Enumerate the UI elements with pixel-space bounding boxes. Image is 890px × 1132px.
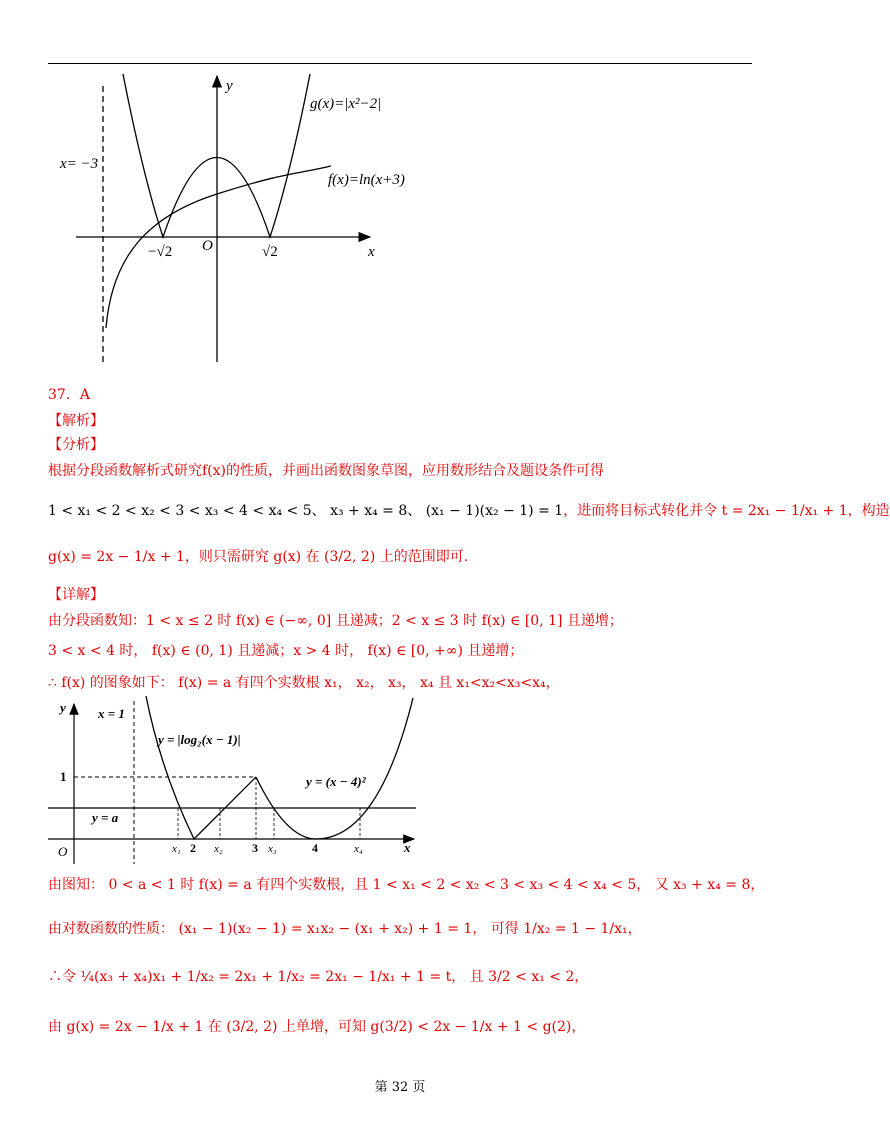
detail-line-1: 由分段函数知：1 < x ≤ 2 时 f(x) ∈ (−∞, 0] 且递减；2 < x ≤ 3 时 f(x) ∈ [0, 1] 且递增； bbox=[48, 613, 623, 629]
curve-log bbox=[146, 696, 256, 839]
curve-quad bbox=[256, 698, 413, 839]
label-y-2: y bbox=[60, 700, 66, 715]
label-quad: y = (x − 4)² bbox=[306, 774, 366, 789]
tick-2: 2 bbox=[190, 841, 196, 855]
solution-line-4: 由 g(x) = 2x − 1/x + 1 在 (3/2, 2) 上单增，可知 g(3/2) < 2x − 1/x + 1 < g(2)， bbox=[48, 1019, 586, 1035]
tick-4: 4 bbox=[312, 841, 318, 855]
label-x-eq-1: x = 1 bbox=[98, 706, 125, 721]
analysis-line-3: g(x) = 2x − 1/x + 1，则只需研究 g(x) 在 (3/2, 2) 上的范围即可. bbox=[48, 549, 469, 565]
detail-line-3: ∴ f(x) 的图象如下： f(x) = a 有四个实数根 x₁， x₂， x₃， x₄ 且 x₁<x₂<x₃<x₄， bbox=[48, 675, 560, 691]
tick-x3: x₃ bbox=[268, 843, 277, 855]
label-y: y bbox=[226, 78, 233, 94]
label-one: 1 bbox=[60, 769, 67, 784]
curve-f bbox=[106, 166, 331, 328]
label-y-a: y = a bbox=[92, 810, 119, 825]
analysis-line-1: 根据分段函数解析式研究f(x)的性质，并画出函数图象草图，应用数形结合及题设条件可得 bbox=[48, 463, 604, 479]
graph-f-g bbox=[48, 66, 405, 366]
solution-line-3: ∴令 ¼(x₃ + x₄)x₁ + 1/x₂ = 2x₁ + 1/x₂ = 2x₁ − 1/x₁ + 1 = t， 且 3/2 < x₁ < 2， bbox=[48, 969, 589, 985]
label-origin-2: O bbox=[58, 844, 68, 859]
tick-x1: x₁ bbox=[172, 843, 181, 855]
tick-3: 3 bbox=[252, 841, 258, 855]
label-origin: O bbox=[202, 238, 213, 254]
section-jiexi: 【解析】 bbox=[48, 413, 104, 429]
label-log: y = |log₂(x − 1)| bbox=[158, 732, 241, 747]
page-number: 第 32 页 bbox=[374, 1080, 426, 1095]
tick-x2: x₂ bbox=[214, 843, 223, 855]
analysis-line-2: 1 < x₁ < 2 < x₂ < 3 < x₃ < 4 < x₄ < 5、 x₃ + x₄ = 8、 (x₁ − 1)(x₂ − 1) = 1，进而将目标式转化并令 t = 2x₁ − 1/x₁ + 1，构造 bbox=[48, 503, 890, 519]
graph-piecewise bbox=[48, 696, 428, 868]
label-x-2: x bbox=[404, 840, 411, 855]
label-f: f(x)=ln(x+3) bbox=[328, 172, 405, 188]
section-fenxi: 【分析】 bbox=[48, 437, 104, 453]
section-xiangjie: 【详解】 bbox=[48, 587, 104, 603]
label-x: x bbox=[368, 244, 375, 260]
label-g: g(x)=|x²−2| bbox=[310, 96, 382, 112]
label-asymptote: x= −3 bbox=[60, 156, 99, 172]
solution-line-1: 由图知： 0 < a < 1 时 f(x) = a 有四个实数根，且 1 < x₁ < 2 < x₂ < 3 < x₃ < 4 < x₄ < 5， 又 x₃ + x₄ = 8， bbox=[48, 877, 765, 893]
solution-line-2: 由对数函数的性质： (x₁ − 1)(x₂ − 1) = x₁x₂ − (x₁ + x₂) + 1 = 1， 可得 1/x₂ = 1 − 1/x₁， bbox=[48, 921, 642, 937]
detail-line-2: 3 < x < 4 时， f(x) ∈ (0, 1) 且递减；x > 4 时， f(x) ∈ [0, +∞) 且递增； bbox=[48, 643, 524, 659]
label-neg-sqrt2: −√2 bbox=[148, 244, 173, 260]
label-sqrt2: √2 bbox=[262, 244, 278, 260]
problem-number: 37．A bbox=[48, 387, 90, 403]
header-rule bbox=[48, 63, 752, 64]
tick-x4: x₄ bbox=[354, 843, 363, 855]
